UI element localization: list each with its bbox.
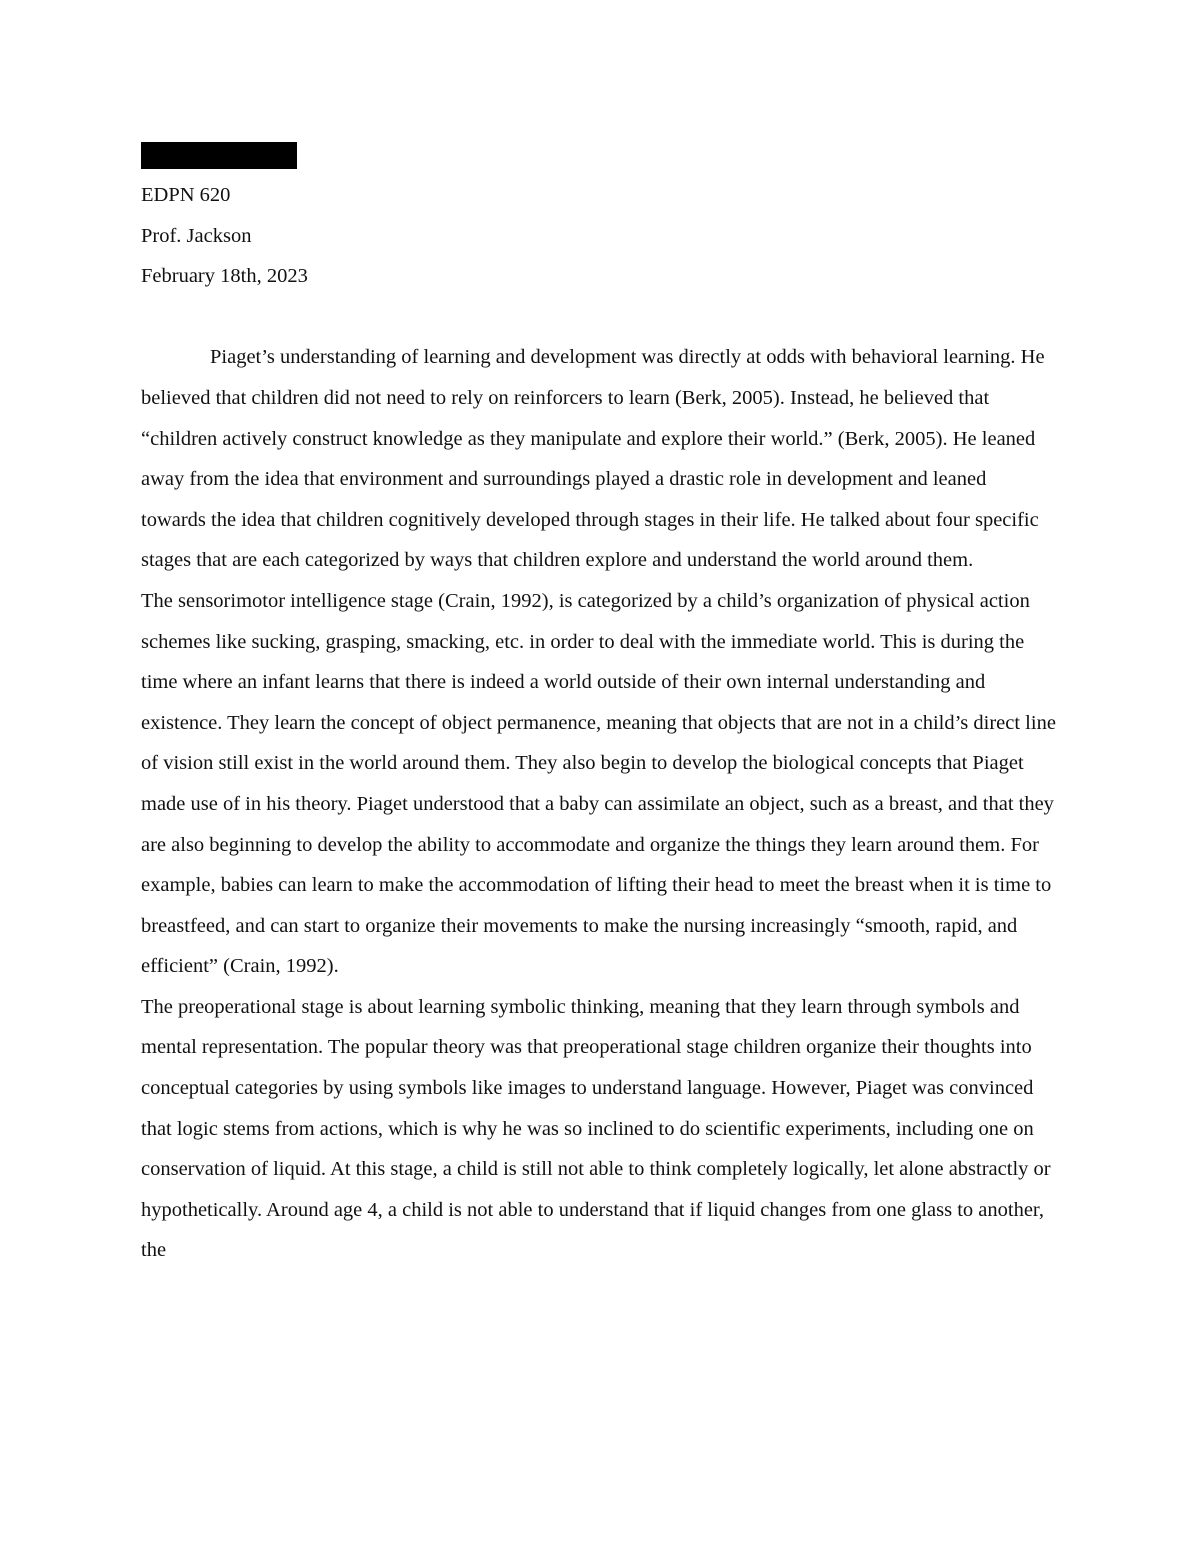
- date-line: February 18th, 2023: [141, 265, 308, 288]
- paragraph-intro: Piaget’s understanding of learning and development was directly at odds with behavioral learning. He believed that children did not need to rely on reinforcers to learn (Berk, 2005). Instead, he believed that “children actively construct knowledge as they manipulate and explore their world.” (Berk, 2005). He leaned away from the idea that environment and surroundings played a drastic role in development and leaned towards the idea that children cognitively developed through stages in their life. He talked about four specific stages that are each categorized by ways that children explore and understand the world around them.: [141, 346, 1045, 572]
- professor-line: Prof. Jackson: [141, 224, 252, 247]
- paragraph-preoperational: The preoperational stage is about learning symbolic thinking, meaning that they learn through symbols and mental representation. The popular theory was that preoperational stage children organize their thoughts into conceptual categories by using symbols like images to understand language. However, Piaget was convinced that logic stems from actions, which is why he was so inclined to do scientific experiments, including one on conservation of liquid. At this stage, a child is still not able to think completely logically, let alone abstractly or hypothetically. Around age 4, a child is not able to understand that if liquid changes from one glass to another, the: [141, 995, 1051, 1262]
- blank-line: [141, 297, 1056, 338]
- redacted-name-block: [141, 142, 297, 169]
- paragraph-sensorimotor: The sensorimotor intelligence stage (Crain, 1992), is categorized by a child’s organization of physical action schemes like sucking, grasping, smacking, etc. in order to deal with the immediate world. This is during the time where an infant learns that there is indeed a world outside of their own internal understanding and existence. They learn the concept of object permanence, meaning that objects that are not in a child’s direct line of vision still exist in the world around them. They also begin to develop the biological concepts that Piaget made use of in his theory. Piaget understood that a baby can assimilate an object, such as a breast, and that they are also beginning to develop the ability to accommodate and organize the things they learn around them. For example, babies can learn to make the accommodation of lifting their head to meet the breast when it is time to breastfeed, and can start to organize their movements to make the nursing increasingly “smooth, rapid, and efficient” (Crain, 1992).: [141, 589, 1056, 978]
- course-line: EDPN 620: [141, 184, 231, 206]
- document-body: [141, 175, 1056, 1271]
